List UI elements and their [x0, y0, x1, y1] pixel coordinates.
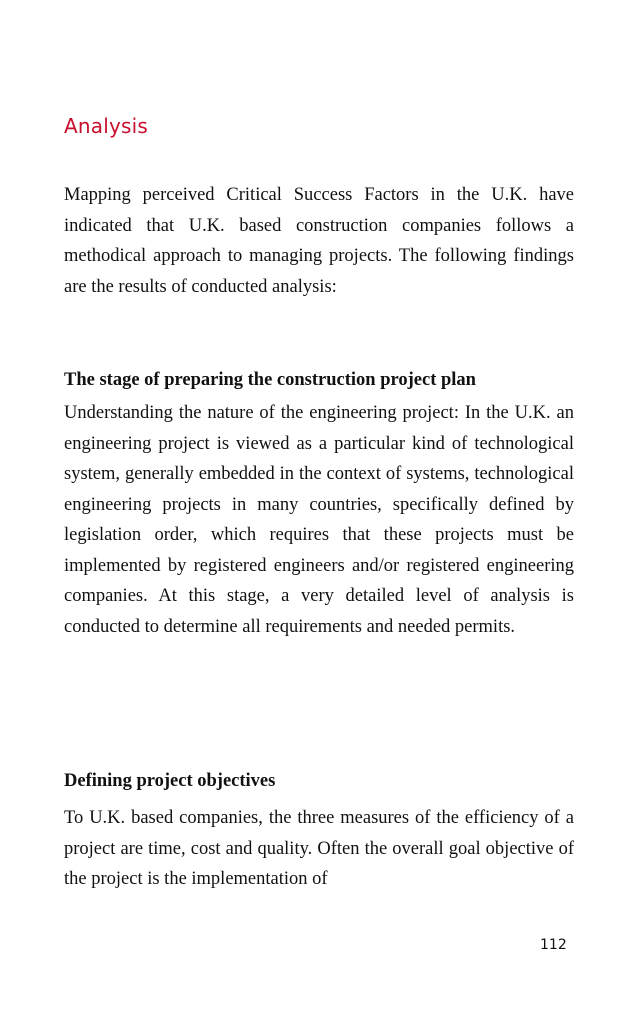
subsection-body-plan: Understanding the nature of the engineering project: In the U.K. an engineering project is viewed as a particular kind of technological system, generally embedded in the context of systems, technological engineering projects in many countries, specifically defined by legislation order, which requires that these projects must be implemented by registered engineers and/or registered engineering companies. At this stage, a very detailed level of analysis is conducted to determine all requirements and needed permits. — [64, 403, 574, 637]
subsection-title-objectives: Defining project objectives — [64, 771, 276, 791]
intro-paragraph: Mapping perceived Critical Success Factors in the U.K. have indicated that U.K. based construction companies follows a methodical approach to managing projects. The following findings are the results of conducted analysis: — [64, 185, 574, 297]
section-heading: Analysis — [64, 114, 149, 138]
page-number: 112 — [540, 937, 567, 953]
subsection-title-plan: The stage of preparing the construction project plan — [64, 370, 476, 390]
subsection-body-objectives: To U.K. based companies, the three measures of the efficiency of a project are time, cost and quality. Often the overall goal objective of the project is the implementation of — [64, 808, 574, 889]
